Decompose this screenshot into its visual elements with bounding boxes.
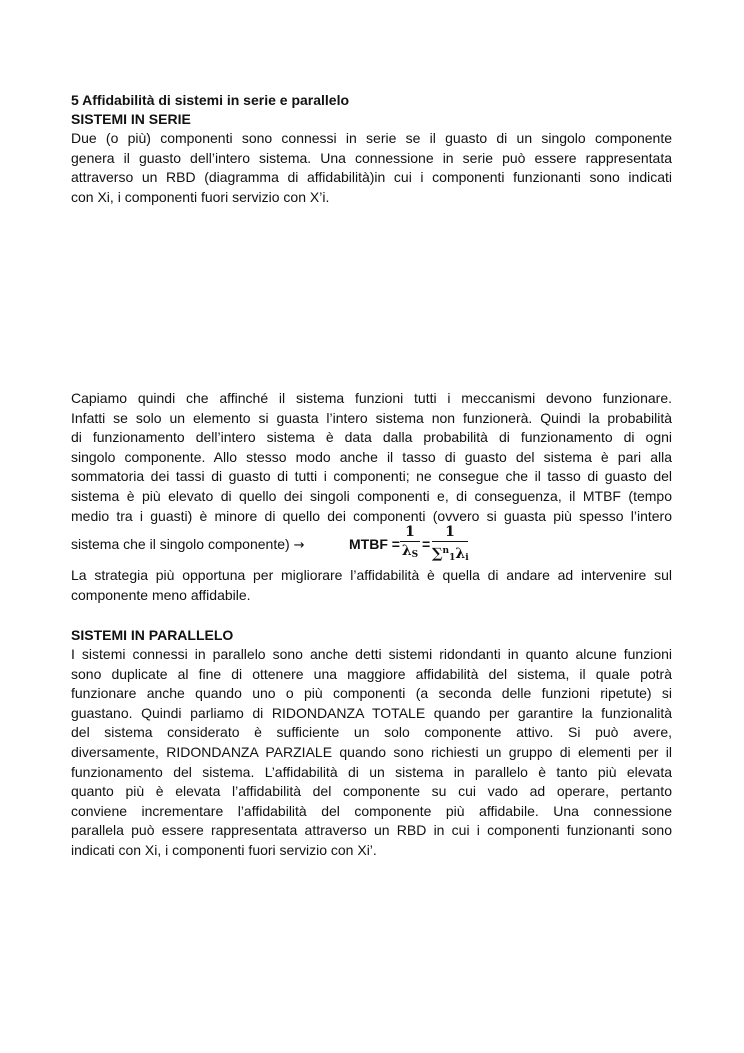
- text-line: Capiamo quindi che affinché il sistema funzioni tutti i meccanismi devono funzionare.: [71, 390, 672, 406]
- text-line: parallela può essere rappresentata attraverso un RBD in cui i componenti funzionanti sono: [71, 822, 672, 839]
- text-line: indicati con Xi, i componenti fuori servizio con Xi’.: [71, 841, 377, 858]
- text-line: diversamente, RIDONDANZA PARZIALE quando sono richiesti un gruppo di elementi per il: [71, 743, 672, 760]
- paragraph-serie-strategy: [71, 566, 672, 605]
- document-page: [71, 0, 672, 1053]
- fraction-bar: [400, 541, 420, 542]
- mtbf-fraction-sum: [432, 525, 468, 566]
- fraction-bar: [432, 541, 468, 542]
- section-heading-serie: SISTEMI IN SERIE: [71, 111, 191, 127]
- lambda-symbol: λ: [401, 543, 412, 559]
- text-line: funzionare anche quando uno o più componenti (a seconda delle funzioni ripetute) si: [71, 685, 672, 702]
- arrow-right-icon: →: [293, 538, 305, 553]
- text-line: attraverso un RBD (diagramma di affidabilità)in cui i componenti funzionanti sono indicati: [71, 169, 672, 186]
- fraction-numerator: 1: [445, 524, 455, 540]
- paragraph-serie-explanation: [71, 389, 672, 526]
- rbd-diagram-placeholder: [71, 210, 672, 380]
- mtbf-label: MTBF =: [349, 536, 400, 552]
- text-line: medio tra i guasti) è minore di quello dei componenti (ovvero si guasta più spesso l’intero: [71, 507, 672, 524]
- text-line: con Xi, i componenti fuori servizio con X’i.: [71, 188, 330, 205]
- formula-lead-label: sistema che il singolo componente): [71, 536, 290, 552]
- summation-lower: 1: [449, 553, 456, 563]
- mtbf-fraction-system: [400, 525, 420, 563]
- fraction-denominator: [432, 543, 468, 566]
- text-line: del sistema considerato è sufficiente un solo componente attivo. Si può avere,: [71, 724, 672, 741]
- text-line: quanto più è elevata l’affidabilità del componente su cui vado ad operare, pertanto: [71, 783, 672, 800]
- text-line: Infatti se solo un elemento si guasta l’intero sistema non funzionerà. Quindi la probabilità: [71, 409, 672, 426]
- text-line: funzionamento del sistema. L’affidabilità di un sistema in parallelo è tanto più elevata: [71, 763, 672, 780]
- lambda-subscript: S: [411, 550, 419, 560]
- chapter-title: 5 Affidabilità di sistemi in serie e parallelo: [71, 92, 350, 108]
- lambda-subscript: i: [465, 553, 469, 563]
- formula-lead-text: [71, 535, 304, 555]
- text-line: sono duplicate al fine di ottenere una maggiore affidabilità del sistema, il quale potrà: [71, 665, 672, 682]
- text-line: Due (o più) componenti sono connessi in serie se il guasto di un singolo componente: [71, 130, 672, 146]
- text-line: La strategia più opportuna per migliorare l’affidabilità è quella di andare ad intervenire sul: [71, 567, 672, 583]
- text-line: singolo componente. Allo stesso modo anche il tasso di guasto del sistema è pari alla: [71, 448, 672, 465]
- paragraph-parallelo: [71, 645, 672, 861]
- summation-symbol: ∑: [432, 546, 443, 562]
- text-line: di funzionamento dell’intero sistema è data dalla probabilità di funzionamento di ogni: [71, 429, 672, 446]
- paragraph-serie-intro: [71, 129, 672, 207]
- fraction-denominator: [400, 543, 420, 563]
- summation-upper: n: [442, 546, 450, 556]
- fraction-numerator: 1: [405, 524, 415, 540]
- mtbf-formula-line: [71, 525, 672, 565]
- text-line: sommatoria dei tassi di guasto di tutti i componenti; ne consegue che il tasso di guasto del: [71, 468, 672, 485]
- section-heading-parallelo: SISTEMI IN PARALLELO: [71, 627, 234, 643]
- text-line: guastano. Quindi parliamo di RIDONDANZA TOTALE quando per garantire la funzionalità: [71, 704, 672, 721]
- text-line: componente meno affidabile.: [71, 586, 251, 603]
- text-line: sistema è più elevato di quello dei singoli componenti e, di conseguenza, il MTBF (tempo: [71, 487, 672, 504]
- lambda-symbol: λ: [455, 546, 466, 562]
- text-line: I sistemi connessi in parallelo sono anche detti sistemi ridondanti in quanto alcune funzioni: [71, 646, 672, 662]
- text-line: genera il guasto dell’intero sistema. Una connessione in serie può essere rappresentata: [71, 149, 672, 166]
- equals-sign: =: [422, 536, 431, 552]
- text-line: conviene incrementare l’affidabilità del componente più affidabile. Una connessione: [71, 802, 672, 819]
